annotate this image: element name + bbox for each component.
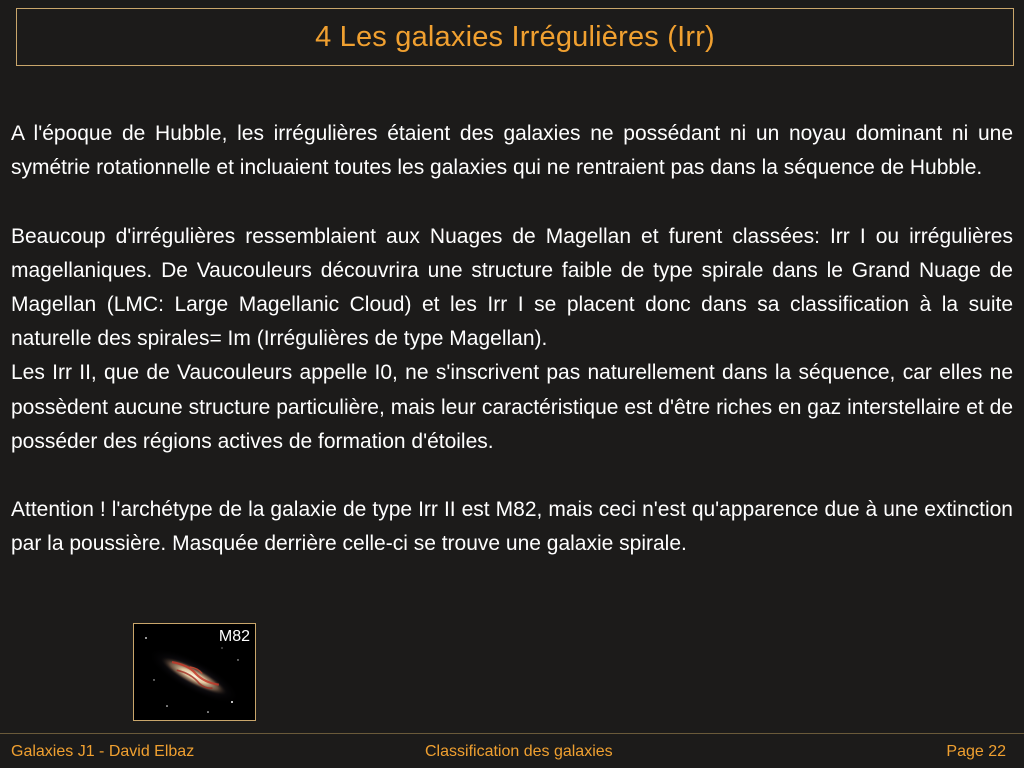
footer-author: Galaxies J1 - David Elbaz — [11, 743, 195, 760]
slide-body — [11, 117, 1013, 562]
paragraph-gap — [11, 185, 1013, 219]
paragraph-hubble-definition: A l'époque de Hubble, les irrégulières étaient des galaxies ne possédant ni un noyau dominant ni une symétrie rotationnelle et incluaient toutes les galaxies qui ne rentraient pas dans la séquence de Hubble. — [11, 122, 1013, 180]
footer-page-number: Page 22 — [946, 743, 1006, 760]
paragraph-m82-note: Attention ! l'archétype de la galaxie de type Irr II est M82, mais ceci n'est qu'apparence due à une extinction par la poussière. Masquée derrière celle-ci se trouve une galaxie spirale. — [11, 498, 1013, 556]
footer-section: Classification des galaxies — [425, 743, 613, 760]
footer — [0, 740, 1024, 764]
paragraph-gap — [11, 459, 1013, 493]
title-box — [16, 8, 1014, 66]
paragraph-irr-ii: Les Irr II, que de Vaucouleurs appelle I0, ne s'inscrivent pas naturellement dans la séquence, car elles ne possèdent aucune structure particulière, mais leur caractéristique est d'être riches en gaz interstellaire et de posséder des régions actives de formation d'étoiles. — [11, 361, 1013, 453]
page-title: 4 Les galaxies Irrégulières (Irr) — [315, 20, 715, 53]
paragraph-irr-i: Beaucoup d'irrégulières ressemblaient aux Nuages de Magellan et furent classées: Irr I ou irrégulières magellaniques. De Vaucouleurs découvrira une structure faible de type spirale dans le Grand Nuage de Magellan (LMC: Large Magellanic Cloud) et les Irr I se placent donc dans sa classification à la suite naturelle des spirales= Im (Irrégulières de type Magellan). — [11, 224, 1013, 351]
figure-label: M82 — [218, 628, 250, 645]
m82-figure — [133, 623, 256, 721]
footer-divider — [0, 733, 1024, 734]
